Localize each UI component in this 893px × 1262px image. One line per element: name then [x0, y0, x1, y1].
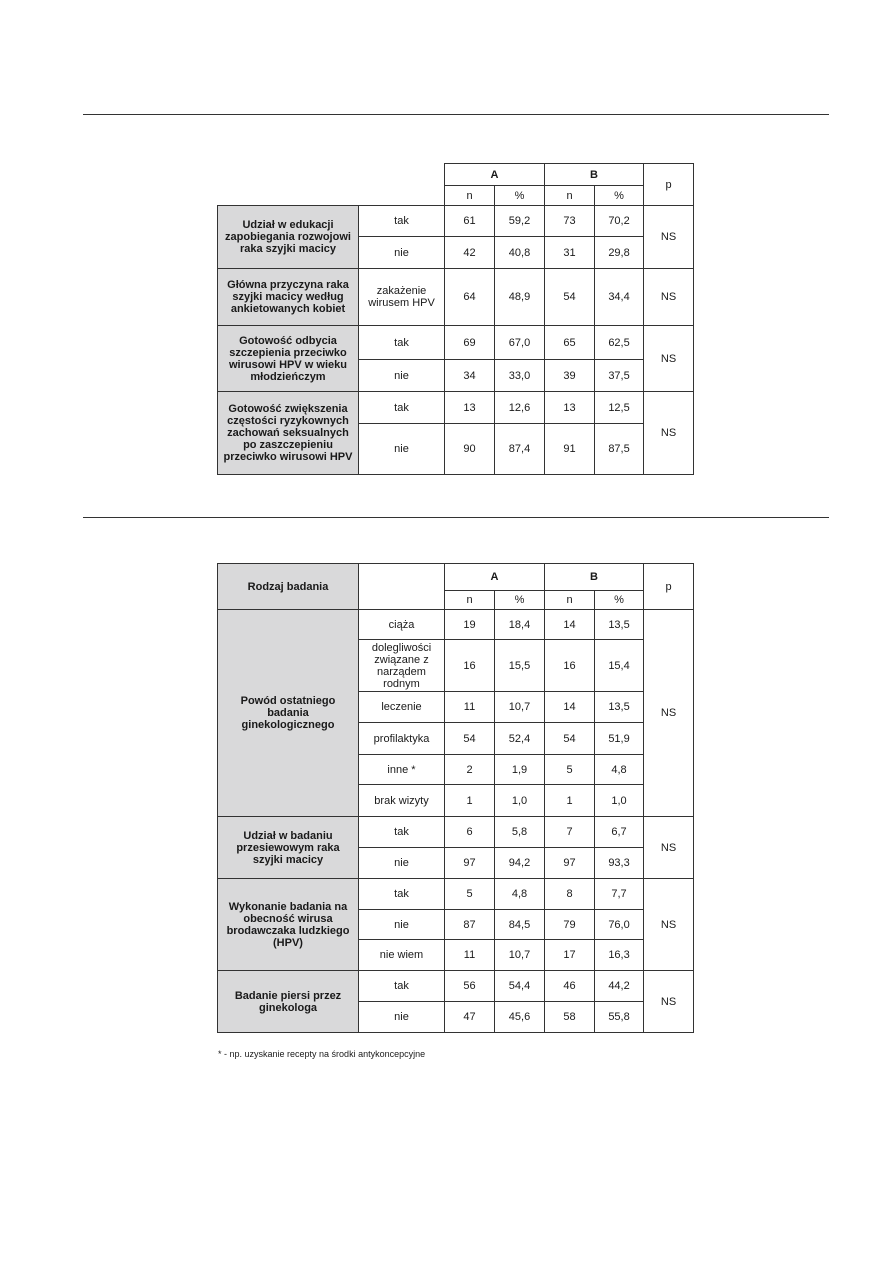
corner-blank	[218, 164, 445, 206]
a-pct-cell: 84,5	[495, 910, 545, 940]
a-pct-cell: 94,2	[495, 848, 545, 879]
table-row	[218, 326, 694, 360]
group-a-header: A	[445, 564, 545, 591]
p-header: p	[644, 164, 694, 206]
a-n-cell: 6	[445, 817, 495, 848]
table-row	[218, 269, 694, 326]
corner-label: Rodzaj badania	[218, 564, 359, 610]
b-n-cell: 39	[545, 360, 595, 392]
a-n-cell: 5	[445, 879, 495, 910]
a-n-cell: 2	[445, 755, 495, 785]
a-n-header: n	[445, 186, 495, 206]
row-group-label: Powód ostatniego badania ginekologicznego	[218, 610, 359, 817]
group-b-header: B	[545, 564, 644, 591]
table-row	[218, 879, 694, 910]
table-row	[218, 817, 694, 848]
answer-cell: tak	[359, 326, 445, 360]
b-pct-cell: 6,7	[595, 817, 644, 848]
a-pct-cell: 15,5	[495, 640, 545, 692]
p-value-cell: NS	[644, 392, 694, 475]
a-n-cell: 90	[445, 424, 495, 475]
answer-cell: nie wiem	[359, 940, 445, 971]
answer-cell: tak	[359, 817, 445, 848]
b-pct-cell: 13,5	[595, 692, 644, 723]
middle-rule	[83, 517, 829, 518]
p-value-cell: NS	[644, 326, 694, 392]
p-value-cell: NS	[644, 610, 694, 817]
b-n-cell: 13	[545, 392, 595, 424]
a-n-cell: 16	[445, 640, 495, 692]
a-pct-cell: 40,8	[495, 237, 545, 269]
answer-cell: dolegliwości związane z narządem rodnym	[359, 640, 445, 692]
b-pct-cell: 16,3	[595, 940, 644, 971]
b-n-cell: 8	[545, 879, 595, 910]
answer-cell: nie	[359, 237, 445, 269]
group-b-header: B	[545, 164, 644, 186]
a-pct-cell: 67,0	[495, 326, 545, 360]
a-pct-cell: 33,0	[495, 360, 545, 392]
row-group-label: Udział w badaniu przesiewowym raka szyjki macicy	[218, 817, 359, 879]
a-n-cell: 19	[445, 610, 495, 640]
b-pct-cell: 44,2	[595, 971, 644, 1002]
table-row	[218, 392, 694, 424]
a-pct-cell: 59,2	[495, 206, 545, 237]
b-n-cell: 54	[545, 723, 595, 755]
a-pct-header: %	[495, 186, 545, 206]
b-pct-cell: 37,5	[595, 360, 644, 392]
a-n-cell: 47	[445, 1002, 495, 1033]
a-pct-cell: 1,0	[495, 785, 545, 817]
table-gynecological-exams	[217, 563, 694, 1033]
b-n-cell: 7	[545, 817, 595, 848]
b-pct-cell: 87,5	[595, 424, 644, 475]
a-pct-cell: 52,4	[495, 723, 545, 755]
b-n-cell: 97	[545, 848, 595, 879]
a-pct-cell: 4,8	[495, 879, 545, 910]
b-n-cell: 5	[545, 755, 595, 785]
a-n-cell: 87	[445, 910, 495, 940]
row-group-label: Główna przyczyna raka szyjki macicy według ankietowanych kobiet	[218, 269, 359, 326]
top-rule	[83, 114, 829, 115]
p-value-cell: NS	[644, 269, 694, 326]
a-n-header: n	[445, 591, 495, 610]
b-pct-cell: 93,3	[595, 848, 644, 879]
p-value-cell: NS	[644, 879, 694, 971]
b-n-cell: 65	[545, 326, 595, 360]
b-n-cell: 31	[545, 237, 595, 269]
p-value-cell: NS	[644, 206, 694, 269]
b-pct-cell: 7,7	[595, 879, 644, 910]
answer-cell: inne *	[359, 755, 445, 785]
row-group-label: Gotowość zwiększenia częstości ryzykownych zachowań seksualnych po zaszczepieniu przeciwko wirusowi HPV	[218, 392, 359, 475]
a-pct-cell: 1,9	[495, 755, 545, 785]
answer-cell: nie	[359, 424, 445, 475]
b-n-cell: 73	[545, 206, 595, 237]
table-row	[218, 971, 694, 1002]
b-n-cell: 14	[545, 692, 595, 723]
a-n-cell: 69	[445, 326, 495, 360]
a-pct-cell: 10,7	[495, 940, 545, 971]
a-n-cell: 61	[445, 206, 495, 237]
answer-cell: nie	[359, 848, 445, 879]
b-n-cell: 1	[545, 785, 595, 817]
b-n-header: n	[545, 591, 595, 610]
b-n-cell: 16	[545, 640, 595, 692]
b-pct-cell: 4,8	[595, 755, 644, 785]
b-n-cell: 79	[545, 910, 595, 940]
a-pct-header: %	[495, 591, 545, 610]
row-group-label: Udział w edukacji zapobiegania rozwojowi raka szyjki macicy	[218, 206, 359, 269]
a-n-cell: 64	[445, 269, 495, 326]
b-n-cell: 17	[545, 940, 595, 971]
a-pct-cell: 48,9	[495, 269, 545, 326]
b-pct-cell: 13,5	[595, 610, 644, 640]
a-n-cell: 13	[445, 392, 495, 424]
answer-cell: profilaktyka	[359, 723, 445, 755]
answer-cell: tak	[359, 971, 445, 1002]
b-pct-header: %	[595, 186, 644, 206]
row-group-label: Wykonanie badania na obecność wirusa brodawczaka ludzkiego (HPV)	[218, 879, 359, 971]
table-row	[218, 206, 694, 237]
a-pct-cell: 12,6	[495, 392, 545, 424]
table-row	[218, 610, 694, 640]
a-pct-cell: 54,4	[495, 971, 545, 1002]
b-pct-header: %	[595, 591, 644, 610]
b-pct-cell: 1,0	[595, 785, 644, 817]
b-pct-cell: 29,8	[595, 237, 644, 269]
a-n-cell: 11	[445, 692, 495, 723]
b-n-cell: 54	[545, 269, 595, 326]
a-n-cell: 42	[445, 237, 495, 269]
a-pct-cell: 87,4	[495, 424, 545, 475]
answer-cell: nie	[359, 360, 445, 392]
a-pct-cell: 18,4	[495, 610, 545, 640]
answer-cell: zakażenie wirusem HPV	[359, 269, 445, 326]
corner-blank	[359, 564, 445, 610]
answer-cell: tak	[359, 206, 445, 237]
p-header: p	[644, 564, 694, 610]
b-pct-cell: 51,9	[595, 723, 644, 755]
answer-cell: tak	[359, 879, 445, 910]
a-pct-cell: 10,7	[495, 692, 545, 723]
table-hpv-attitudes	[217, 163, 694, 475]
group-a-header: A	[445, 164, 545, 186]
a-n-cell: 11	[445, 940, 495, 971]
b-pct-cell: 55,8	[595, 1002, 644, 1033]
answer-cell: tak	[359, 392, 445, 424]
b-pct-cell: 15,4	[595, 640, 644, 692]
answer-cell: nie	[359, 1002, 445, 1033]
b-pct-cell: 12,5	[595, 392, 644, 424]
a-n-cell: 97	[445, 848, 495, 879]
a-pct-cell: 5,8	[495, 817, 545, 848]
b-pct-cell: 34,4	[595, 269, 644, 326]
b-n-header: n	[545, 186, 595, 206]
row-group-label: Badanie piersi przez ginekologa	[218, 971, 359, 1033]
b-pct-cell: 70,2	[595, 206, 644, 237]
a-n-cell: 54	[445, 723, 495, 755]
a-n-cell: 1	[445, 785, 495, 817]
footnote: * - np. uzyskanie recepty na środki antykoncepcyjne	[218, 1049, 426, 1059]
answer-cell: ciąża	[359, 610, 445, 640]
b-n-cell: 46	[545, 971, 595, 1002]
answer-cell: leczenie	[359, 692, 445, 723]
row-group-label: Gotowość odbycia szczepienia przeciwko wirusowi HPV w wieku młodzieńczym	[218, 326, 359, 392]
a-pct-cell: 45,6	[495, 1002, 545, 1033]
b-n-cell: 58	[545, 1002, 595, 1033]
a-n-cell: 34	[445, 360, 495, 392]
p-value-cell: NS	[644, 817, 694, 879]
answer-cell: brak wizyty	[359, 785, 445, 817]
b-pct-cell: 76,0	[595, 910, 644, 940]
answer-cell: nie	[359, 910, 445, 940]
b-n-cell: 14	[545, 610, 595, 640]
b-pct-cell: 62,5	[595, 326, 644, 360]
b-n-cell: 91	[545, 424, 595, 475]
p-value-cell: NS	[644, 971, 694, 1033]
a-n-cell: 56	[445, 971, 495, 1002]
